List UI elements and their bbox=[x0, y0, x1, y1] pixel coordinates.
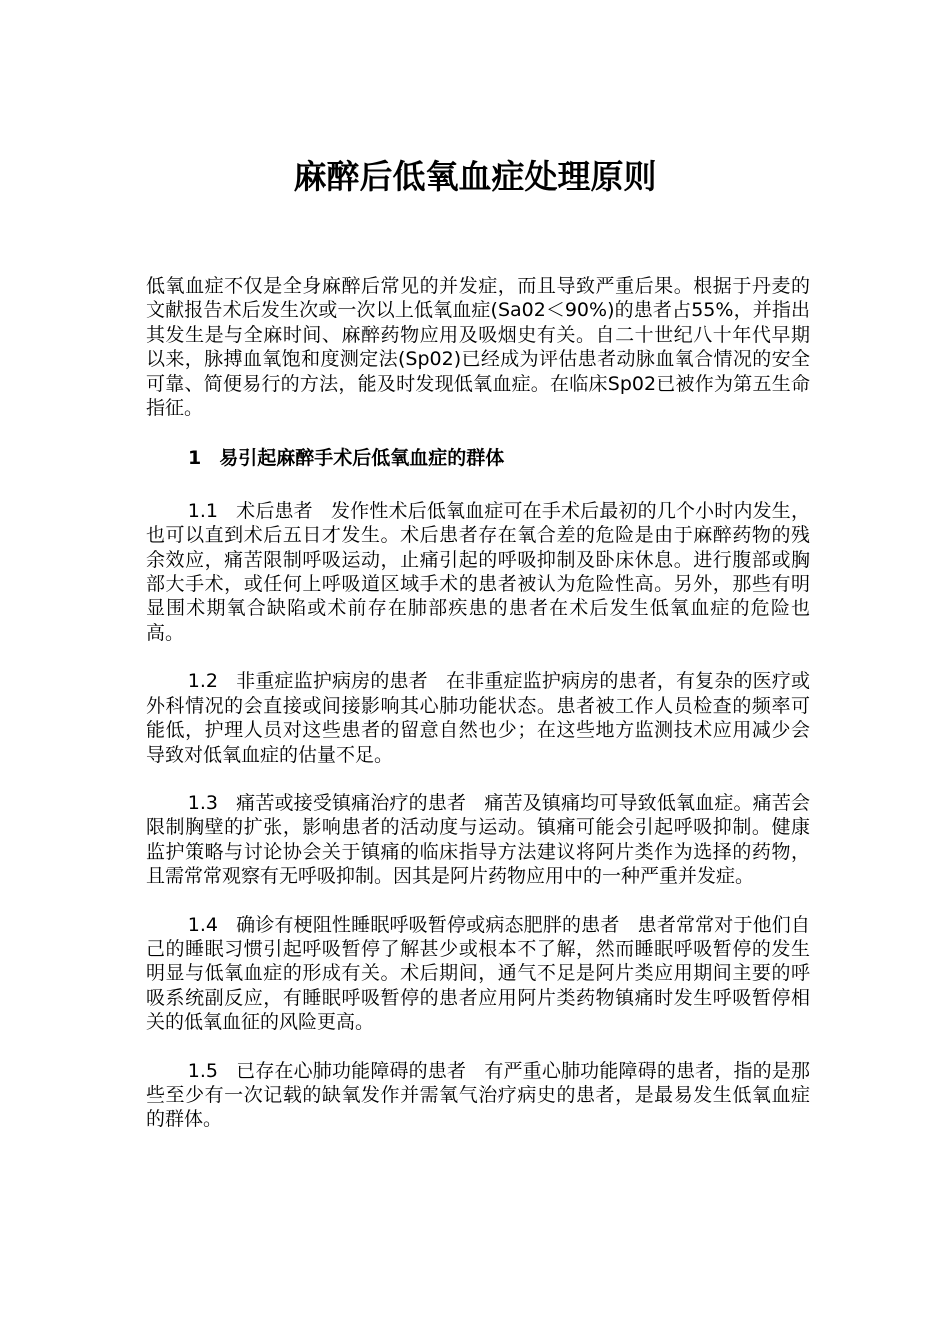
subsection-text: 在非重症监护病房的患者，有复杂的医疗或外科情况的会直接或间接影响其心肺功能状态。患者被工作人员检查的频率可能低，护理人员对这些患者的留意自然也少；在这些地方监测技术应用减少会导致对低氧血症的估量不足。 bbox=[146, 670, 810, 766]
subsection-number: 1.2 bbox=[187, 670, 219, 693]
section-title: 易引起麻醉手术后低氧血症的群体 bbox=[219, 447, 505, 470]
subsection-number: 1.5 bbox=[187, 1059, 219, 1082]
subsection-number: 1.1 bbox=[187, 499, 219, 522]
subsection-text: 痛苦及镇痛均可导致低氧血症。痛苦会限制胸壁的扩张，影响患者的活动度与运动。镇痛可能会引起呼吸抑制。健康监护策略与讨论协会关于镇痛的临床指导方法建议将阿片类作为选择的药物，且需常常观察有无呼吸抑制。因其是阿片药物应用中的一种严重并发症。 bbox=[146, 791, 810, 888]
subsection-title: 已存在心肺功能障碍的患者 bbox=[236, 1059, 467, 1082]
subsection-text: 患者常常对于他们自己的睡眠习惯引起呼吸暂停了解甚少或根本不了解，然而睡眠呼吸暂停的发生明显与低氧血症的形成有关。术后期间，通气不足是阿片类应用期间主要的呼吸系统副反应，有睡眠呼吸暂停的患者应用阿片类药物镇痛时发生呼吸暂停相关的低氧血征的风险更高。 bbox=[146, 913, 810, 1034]
section-number: 1 bbox=[188, 447, 202, 470]
subsection-text: 有严重心肺功能障碍的患者，指的是那些至少有一次记载的缺氧发作并需氧气治疗病史的患者，是最易发生低氧血症的群体。 bbox=[146, 1059, 810, 1131]
subsection-1-3 bbox=[146, 791, 810, 889]
subsection-title: 痛苦或接受镇痛治疗的患者 bbox=[236, 791, 467, 814]
section-heading bbox=[146, 446, 810, 470]
subsection-1-1 bbox=[146, 499, 810, 645]
subsection-title: 确诊有梗阻性睡眠呼吸暂停或病态肥胖的患者 bbox=[236, 913, 620, 936]
document-title: 麻醉后低氧血症处理原则 bbox=[293, 157, 657, 196]
intro-paragraph: 低氧血症不仅是全身麻醉后常见的并发症，而且导致严重后果。根据于丹麦的文献报告术后发生次或一次以上低氧血症(Sa02＜90%)的患者占55%，并指出其发生是与全麻时间、麻醉药物应用及吸烟史有关。自二十世纪八十年代早期以来，脉搏血氧饱和度测定法(Sp02)已经成为评估患者动脉血氧合情况的安全可靠、简便易行的方法，能及时发现低氧血症。在临床Sp02已被作为第五生命指征。 bbox=[146, 275, 810, 420]
document-body bbox=[146, 274, 810, 1156]
subsection-title: 非重症监护病房的患者 bbox=[236, 670, 428, 693]
subsection-1-4 bbox=[146, 913, 810, 1035]
subsection-number: 1.3 bbox=[187, 791, 219, 814]
subsection-number: 1.4 bbox=[187, 913, 219, 936]
subsection-1-2 bbox=[146, 669, 810, 767]
subsection-1-5 bbox=[146, 1059, 810, 1132]
subsection-text: 发作性术后低氧血症可在手术后最初的几个小时内发生，也可以直到术后五日才发生。术后患者存在氧合差的危险是由于麻醉药物的残余效应，痛苦限制呼吸运动，止痛引起的呼吸抑制及卧床休息。进行腹部或胸部大手术，或任何上呼吸道区域手术的患者被认为危险性高。另外，那些有明显围术期氧合缺陷或术前存在肺部疾患的患者在术后发生低氧血症的危险也高。 bbox=[146, 499, 810, 644]
subsection-title: 术后患者 bbox=[236, 499, 313, 522]
